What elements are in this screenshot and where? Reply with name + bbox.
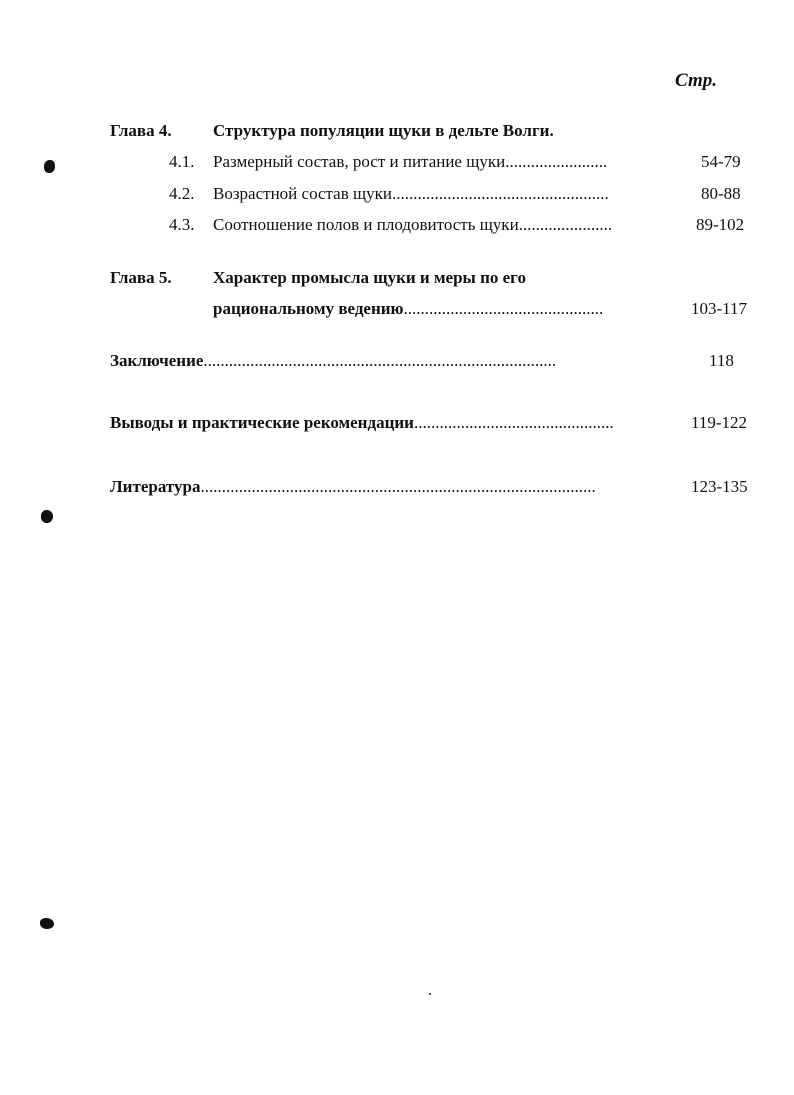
toc-entry-findings: Выводы и практические рекомендации............................................... (110, 413, 614, 432)
dot-leader: ...................... (518, 215, 613, 234)
toc-entry-literature: Литература............................................................................................. (110, 477, 596, 496)
section-number: 4.1. (169, 152, 195, 171)
chapter-title: Характер промысла щуки и меры по его (213, 268, 526, 287)
section-title: Возрастной состав щуки................................................... (213, 184, 609, 203)
chapter-title: Структура популяции щуки в дельте Волги. (213, 121, 554, 140)
chapter-label: Глава 5. (110, 268, 172, 287)
section-number: 4.2. (169, 184, 195, 203)
dot-leader: ............................................... (403, 299, 604, 318)
dot-leader: ................................................................................... (203, 351, 557, 370)
section-title: Соотношение полов и плодовитость щуки...................... (213, 215, 613, 234)
chapter-title-continuation: рациональному ведению............................................... (213, 299, 604, 318)
dot-leader: ........................ (505, 152, 608, 171)
pages-column-header: Стр. (675, 70, 717, 91)
page-range: 119-122 (691, 413, 748, 432)
page-range: 80-88 (701, 184, 741, 203)
page-range: 103-117 (691, 299, 748, 318)
section-title: Размерный состав, рост и питание щуки........................ (213, 152, 608, 171)
toc-entry-conclusion: Заключение................................................................................... (110, 351, 557, 370)
section-number: 4.3. (169, 215, 195, 234)
dot-leader: ............................................................................................. (200, 477, 596, 496)
punch-hole-mark (41, 510, 53, 523)
page-range: 89-102 (696, 215, 745, 234)
punch-hole-mark (44, 160, 55, 173)
page-range: 123-135 (691, 477, 748, 496)
chapter-label: Глава 4. (110, 121, 172, 140)
scan-speck (429, 993, 431, 995)
page-range: 54-79 (701, 152, 741, 171)
dot-leader: ................................................... (391, 184, 609, 203)
punch-hole-mark (40, 918, 54, 929)
page-range: 118 (709, 351, 734, 370)
dot-leader: ............................................... (413, 413, 614, 432)
